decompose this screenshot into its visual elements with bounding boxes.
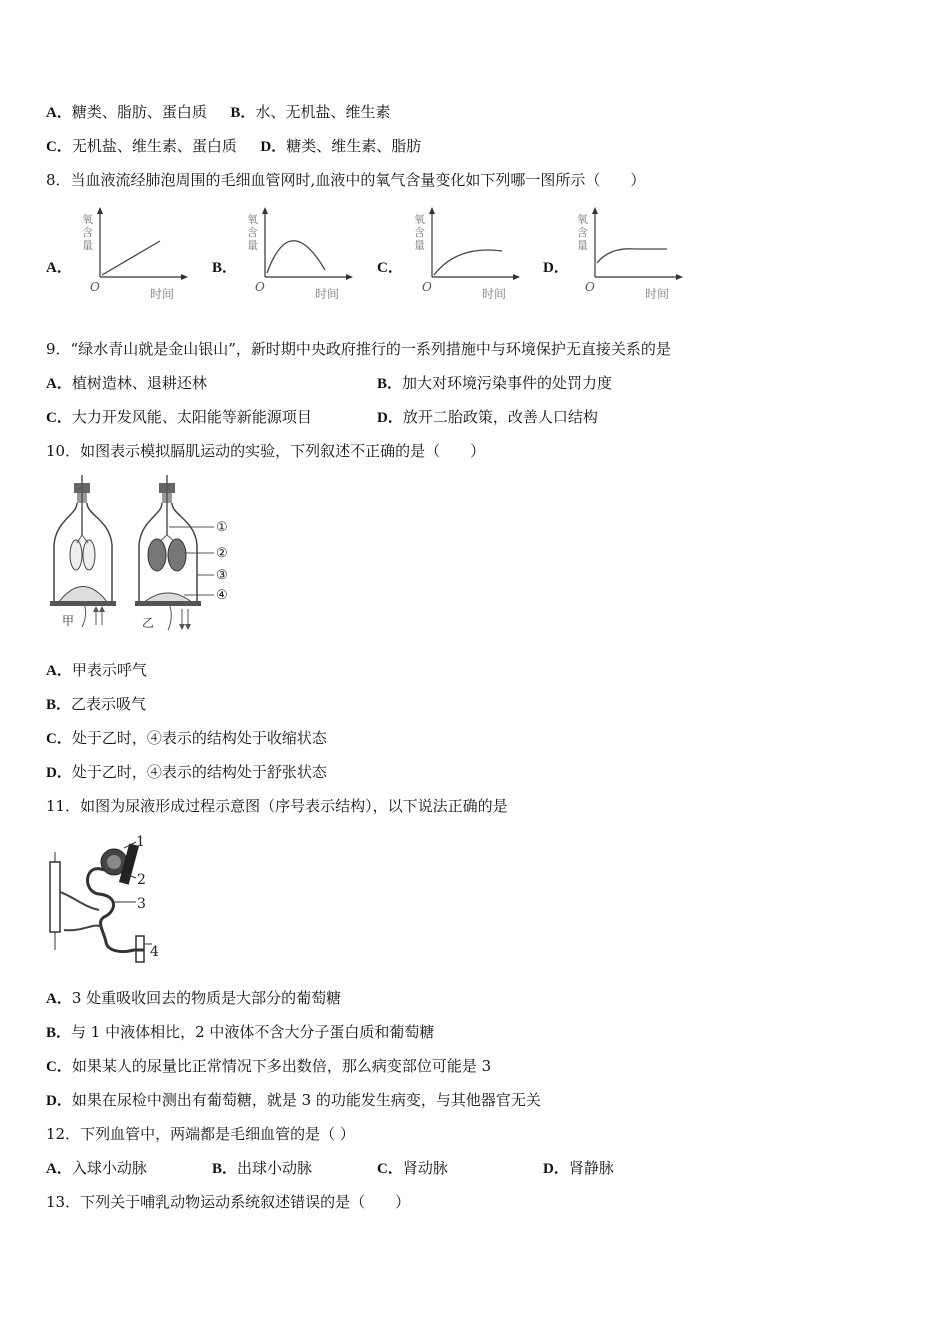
q12-option-b-text: 出球小动脉 — [237, 1159, 313, 1177]
q11-option-a-label: A． — [46, 991, 72, 1007]
q10-option-c-label: C． — [46, 731, 72, 747]
q9-option-c — [46, 407, 312, 428]
q8-graph-b-ylabel-1: 氧 — [247, 213, 258, 226]
q9-option-a-label: A． — [46, 376, 72, 392]
q7-options-row-2 — [46, 136, 421, 157]
q12-stem: 12．下列血管中，两端都是毛细血管的是（ ） — [46, 1125, 355, 1143]
q10-label-4: ④ — [216, 588, 228, 603]
q8-graph-c-ylabel-3: 量 — [414, 239, 425, 252]
q10-option-a-label: A． — [46, 663, 72, 679]
q9-option-d — [377, 407, 598, 428]
q11-option-a-text: 3 处重吸收回去的物质是大部分的葡萄糖 — [71, 989, 342, 1007]
q8-graph-d-xlabel: 时间 — [645, 287, 670, 301]
q12-option-a-label: A． — [46, 1161, 72, 1177]
q10-stem: 10．如图表示模拟膈肌运动的实验，下列叙述不正确的是（ ） — [46, 442, 486, 460]
q8-graph-a-label: A． — [46, 260, 72, 276]
q8-graph-d — [575, 205, 690, 305]
q10-label-3: ③ — [216, 568, 228, 583]
q8-graph-a-ylabel-3: 量 — [82, 239, 93, 252]
q10-option-c-text: 处于乙时，④表示的结构处于收缩状态 — [71, 729, 327, 747]
q9-option-d-text: 放开二胎政策，改善人口结构 — [402, 408, 598, 426]
q12-option-c-label: C． — [377, 1161, 403, 1177]
q11-nephron-figure — [44, 832, 174, 972]
q12-option-c — [377, 1158, 448, 1179]
q8-graph-d-label: D． — [543, 260, 569, 276]
q8-graph-c-xlabel: 时间 — [482, 287, 507, 301]
q7-option-a-label: A． — [46, 105, 72, 121]
q11-label-1: 1 — [136, 834, 145, 850]
q7-option-b-text: 水、无机盐、维生素 — [255, 103, 391, 121]
q10-label-2: ② — [216, 546, 228, 561]
q8-graph-d-origin: O — [585, 280, 595, 294]
q9-option-d-label: D． — [377, 410, 403, 426]
q12-option-d-label: D． — [543, 1161, 569, 1177]
bell-jar-yi — [135, 475, 228, 630]
q12-option-d-text: 肾静脉 — [568, 1159, 614, 1177]
q7-option-d-text: 糖类、维生素、脂肪 — [286, 137, 422, 155]
q8-graph-d-ylabel-2: 含 — [577, 226, 588, 239]
q8-graph-a — [80, 205, 195, 305]
q8-graph-c — [412, 205, 527, 305]
q13-stem: 13．下列关于哺乳动物运动系统叙述错误的是（ ） — [46, 1193, 411, 1211]
q11-stem: 11．如图为尿液形成过程示意图（序号表示结构），以下说法正确的是 — [46, 797, 508, 815]
q8-graph-d-curve — [597, 249, 667, 263]
q11-label-4: 4 — [150, 944, 159, 960]
q10-option-b — [46, 694, 146, 715]
q11-option-b-text: 与 1 中液体相比，2 中液体不含大分子蛋白质和葡萄糖 — [71, 1023, 435, 1041]
q8-graph-b-ylabel-3: 量 — [247, 239, 258, 252]
q8-graph-d-ylabel-1: 氧 — [577, 213, 588, 226]
q7-option-a-text: 糖类、脂肪、蛋白质 — [71, 103, 207, 121]
q8-graph-a-ylabel-2: 含 — [82, 226, 93, 239]
q10-label-jia: 甲 — [62, 614, 75, 628]
q11-option-a — [46, 988, 341, 1009]
q9-stem: 9．“绿水青山就是金山银山”，新时期中央政府推行的一系列措施中与环境保护无直接关系的是 — [46, 340, 671, 358]
q9-option-a-text: 植树造林、退耕还林 — [71, 374, 207, 392]
q9-option-b-text: 加大对环境污染事件的处罚力度 — [402, 374, 613, 392]
q11-option-c — [46, 1056, 491, 1077]
q10-option-d — [46, 762, 327, 783]
q10-option-d-text: 处于乙时，④表示的结构处于舒张状态 — [71, 763, 327, 781]
q9-option-c-label: C． — [46, 410, 72, 426]
q9-option-a — [46, 373, 207, 394]
q9-option-c-text: 大力开发风能、太阳能等新能源项目 — [71, 408, 312, 426]
q7-options-row-1 — [46, 102, 390, 123]
q8-graph-c-origin: O — [422, 280, 432, 294]
q12-option-b-label: B． — [212, 1161, 238, 1177]
q7-option-d-label: D． — [260, 139, 287, 155]
q10-option-b-text: 乙表示吸气 — [71, 695, 147, 713]
q8-graph-b-xlabel: 时间 — [315, 287, 340, 301]
q11-label-2: 2 — [137, 872, 146, 888]
q12-option-b — [212, 1158, 312, 1179]
q11-option-b — [46, 1022, 434, 1043]
q9-option-b — [377, 373, 612, 394]
q11-option-d-label: D． — [46, 1093, 72, 1109]
q11-option-b-label: B． — [46, 1025, 72, 1041]
q8-graph-c-curve — [434, 250, 502, 275]
q8-graph-a-ylabel-1: 氧 — [82, 213, 93, 226]
q10-option-b-label: B． — [46, 697, 72, 713]
q12-option-a-text: 入球小动脉 — [71, 1159, 147, 1177]
q8-graph-a-curve — [102, 241, 160, 275]
q12-option-d — [543, 1158, 614, 1179]
q10-option-a — [46, 660, 147, 681]
q10-label-yi: 乙 — [142, 616, 155, 630]
q12-option-c-text: 肾动脉 — [402, 1159, 448, 1177]
q10-diaphragm-figure — [44, 475, 244, 640]
q10-option-a-text: 甲表示呼气 — [71, 661, 147, 679]
q8-graph-a-xlabel: 时间 — [150, 287, 175, 301]
q11-option-c-label: C． — [46, 1059, 72, 1075]
q11-option-c-text: 如果某人的尿量比正常情况下多出数倍，那么病变部位可能是 3 — [71, 1057, 492, 1075]
q8-graph-b-ylabel-2: 含 — [247, 226, 258, 239]
q7-option-b-label: B． — [230, 105, 256, 121]
bell-jar-jia — [50, 475, 116, 628]
q10-option-c — [46, 728, 327, 749]
q8-graph-b — [245, 205, 360, 305]
q8-graph-c-ylabel-1: 氧 — [414, 213, 425, 226]
q11-option-d-text: 如果在尿检中测出有葡萄糖，就是 3 的功能发生病变，与其他器官无关 — [71, 1091, 541, 1109]
q7-option-c-label: C． — [46, 139, 72, 155]
q8-graph-b-curve — [267, 241, 325, 273]
q8-graph-c-ylabel-2: 含 — [414, 226, 425, 239]
q10-option-d-label: D． — [46, 765, 72, 781]
q11-label-3: 3 — [137, 896, 146, 912]
q8-graph-c-label: C． — [377, 260, 403, 276]
q10-label-1: ① — [216, 520, 228, 535]
q9-option-b-label: B． — [377, 376, 403, 392]
q8-graph-b-label: B． — [212, 260, 238, 276]
q8-graph-a-origin: O — [90, 280, 100, 294]
q11-option-d — [46, 1090, 541, 1111]
q8-graph-b-origin: O — [255, 280, 265, 294]
q8-stem: 8．当血液流经肺泡周围的毛细血管网时,血液中的氧气含量变化如下列哪一图所示（ ） — [46, 171, 646, 189]
q12-option-a — [46, 1158, 147, 1179]
q8-graph-d-ylabel-3: 量 — [577, 239, 588, 252]
q7-option-c-text: 无机盐、维生素、蛋白质 — [71, 137, 237, 155]
